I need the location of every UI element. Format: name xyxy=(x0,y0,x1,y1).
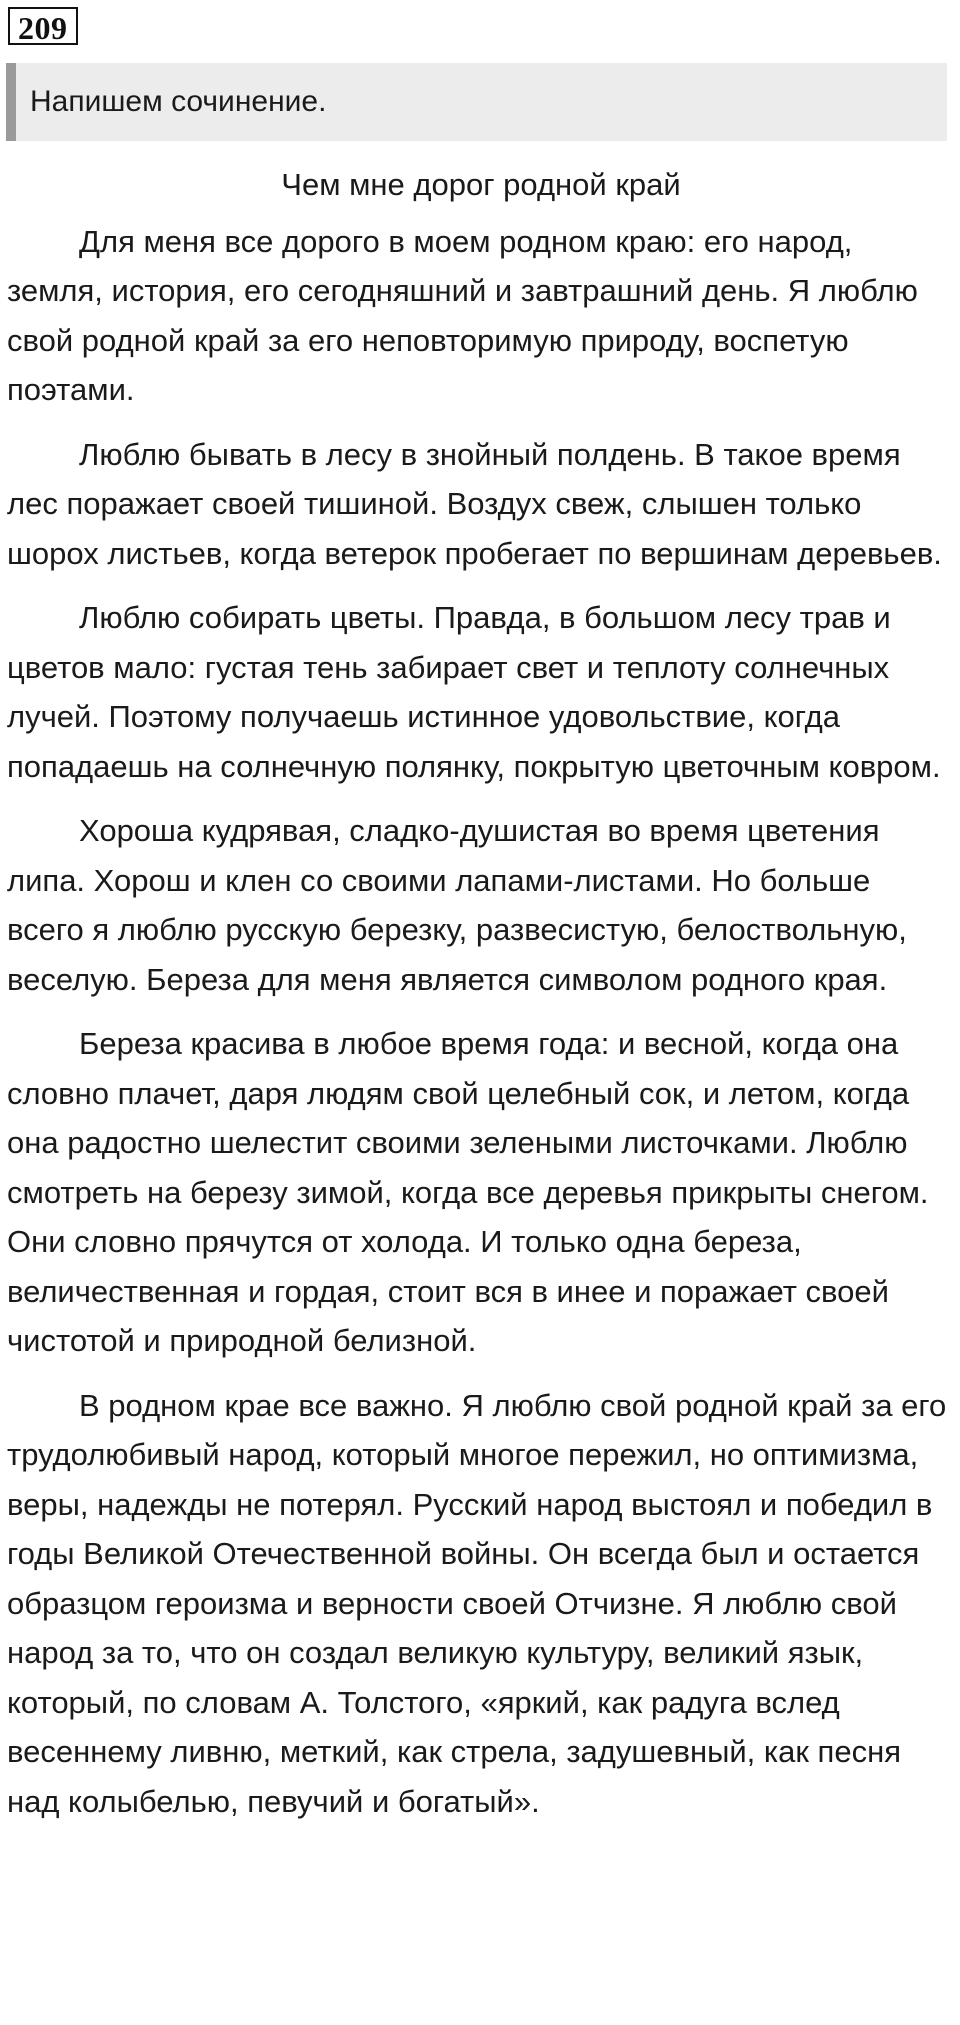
essay-paragraph: Для меня все дорого в моем родном краю: его народ, земля, история, его сегодняшний и завтрашний день. Я люблю свой родной край за его неповторимую природу, воспетую поэтами. xyxy=(7,223,918,407)
essay-paragraph: Хороша кудрявая, сладко-душистая во время цветения липа. Хорош и клен со своими лапами-листами. Но больше всего я люблю русскую березку, развесистую, белоствольную, веселую. Береза для меня является символом родного края. xyxy=(7,813,907,997)
essay xyxy=(7,160,951,1841)
task-number-badge: 209 xyxy=(8,7,78,45)
instruction-text: Напишем сочинение. xyxy=(30,85,327,118)
essay-paragraph: Люблю собирать цветы. Правда, в большом лесу трав и цветов мало: густая тень забирает свет и теплоту солнечных лучей. Поэтому получаешь истинное удовольствие, когда попадаешь на солнечную полянку, покрытую цветочным ковром. xyxy=(7,600,941,784)
essay-paragraph: Береза красива в любое время года: и весной, когда она словно плачет, даря людям свой целебный сок, и летом, когда она радостно шелестит своими зелеными листочками. Люблю смотреть на березу зимой, когда все деревья прикрыты снегом. Они словно прячутся от холода. И только одна береза, величественная и гордая, стоит вся в инее и поражает своей чистотой и природной белизной. xyxy=(7,1026,929,1358)
essay-paragraph: Люблю бывать в лесу в знойный полдень. В такое время лес поражает своей тишиной. Воздух свеж, слышен только шорох листьев, когда ветерок пробегает по вершинам деревьев. xyxy=(7,436,942,571)
essay-title: Чем мне дорог родной край xyxy=(281,167,681,202)
instruction-callout xyxy=(6,63,947,141)
essay-paragraph: В родном крае все важно. Я люблю свой родной край за его трудолюбивый народ, который многое пережил, но оптимизма, веры, надежды не потерял. Русский народ выстоял и победил в годы Великой Отечественной войны. Он всегда был и остается образцом героизма и верности своей Отчизне. Я люблю свой народ за то, что он создал великую культуру, великий язык, который, по словам А. Толстого, «яркий, как радуга вслед весеннему ливню, меткий, как стрела, задушевный, как песня над колыбелью, певучий и богатый». xyxy=(7,1387,947,1819)
